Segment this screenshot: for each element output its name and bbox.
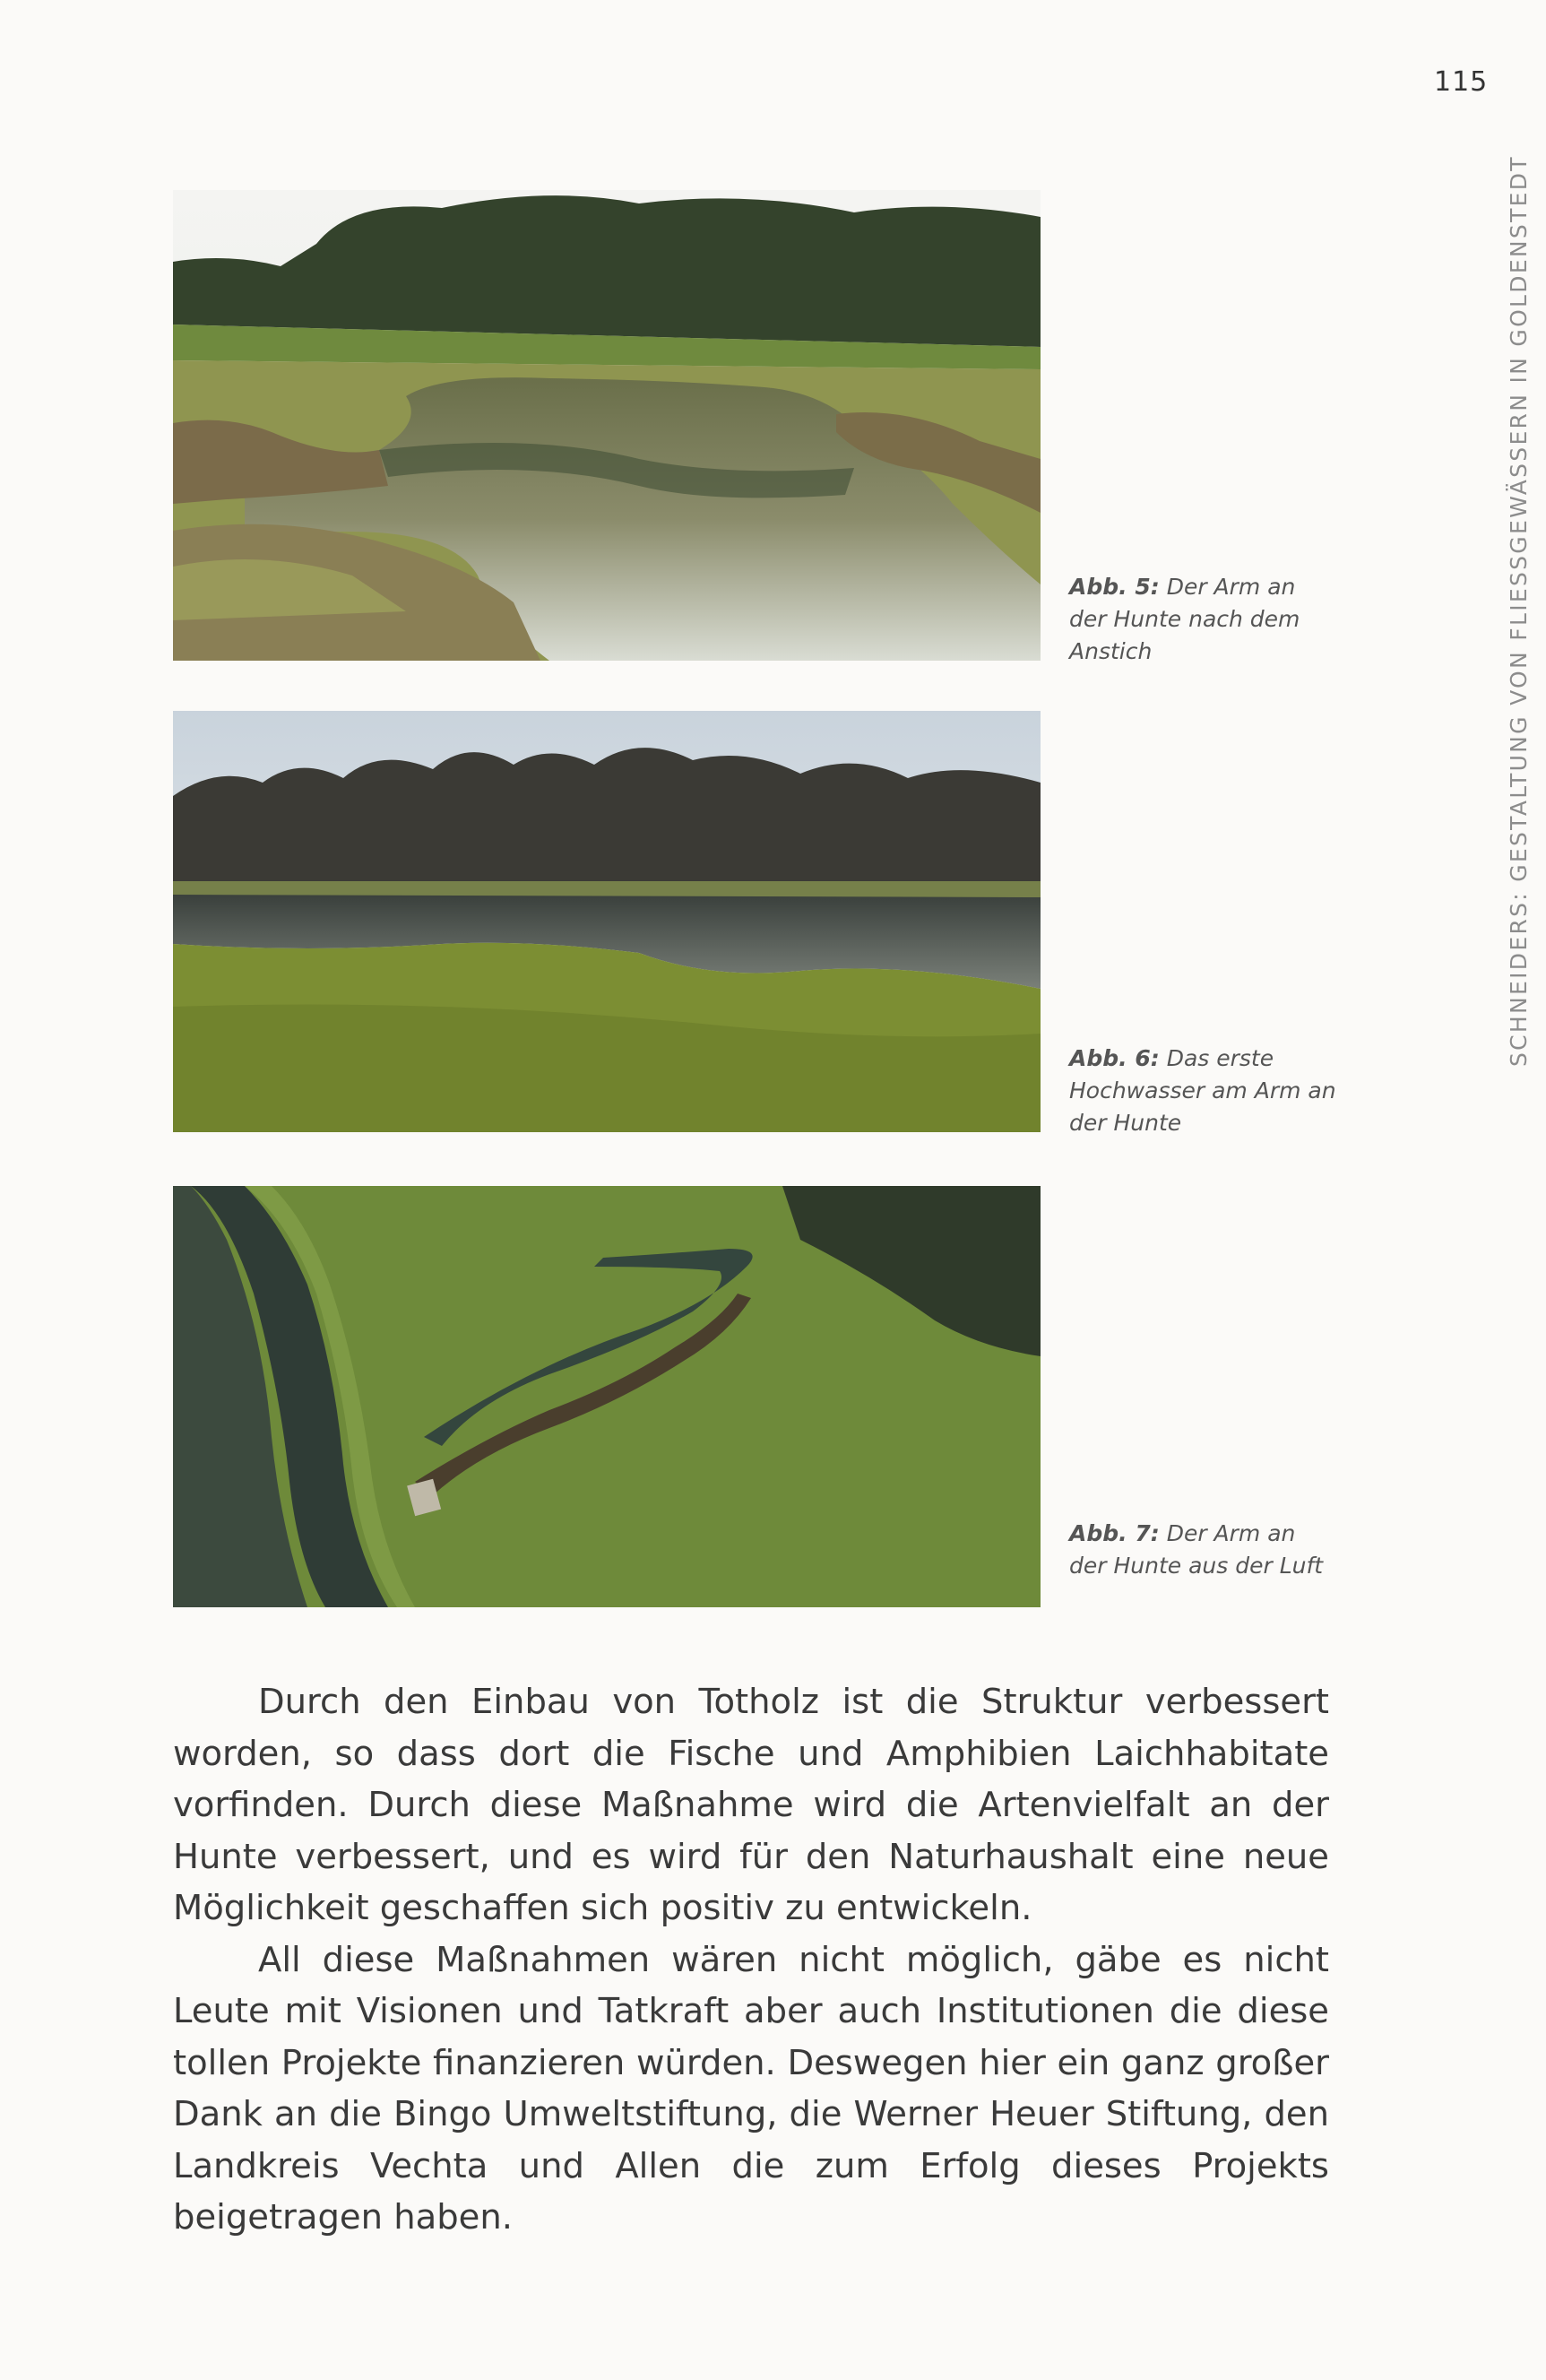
figure-5-label: Abb. 5: bbox=[1069, 574, 1160, 600]
figure-5-caption-text: Der Arm an der Hunte nach dem Anstich bbox=[1069, 574, 1300, 664]
aerial-photo-image bbox=[173, 1186, 1041, 1607]
figure-7-label: Abb. 7: bbox=[1069, 1520, 1160, 1546]
figure-5-photo bbox=[173, 190, 1041, 661]
figure-7-caption-text: Der Arm an der Hunte aus der Luft bbox=[1069, 1520, 1324, 1579]
body-text bbox=[173, 1676, 1329, 2244]
pond-photo-image bbox=[173, 190, 1041, 661]
figure-6-label: Abb. 6: bbox=[1069, 1045, 1160, 1071]
running-head: SCHNEIDERS: GESTALTUNG VON FLIESSGEWÄSSERN IN GOLDENSTEDT bbox=[1506, 155, 1532, 1067]
page-number: 115 bbox=[1434, 66, 1489, 98]
figure-6-photo bbox=[173, 711, 1041, 1132]
body-paragraph: Durch den Einbau von Totholz ist die Struktur verbessert worden, so dass dort die Fische und Amphibien Laichhabitate vorfinden. Durch diese Maßnahme wird die Artenvielfalt an der Hunte verbessert, und es wird für den Naturhaushalt eine neue Möglichkeit geschaffen sich positiv zu entwickeln. bbox=[173, 1682, 1329, 1928]
figure-6-caption-text: Das erste Hochwasser am Arm an der Hunte bbox=[1069, 1045, 1336, 1136]
figure-7-photo bbox=[173, 1186, 1041, 1607]
flood-photo-image bbox=[173, 711, 1041, 1132]
figure-5-caption bbox=[1069, 571, 1338, 668]
figure-6-caption bbox=[1069, 1043, 1338, 1139]
figure-7-caption bbox=[1069, 1518, 1338, 1582]
body-paragraph: All diese Maßnahmen wären nicht möglich, gäbe es nicht Leute mit Visionen und Tatkraft aber auch Institutionen die diese tollen Projekte finanzieren würden. Deswegen hier ein ganz großer Dank an die Bingo Umweltstiftung, die Werner Heuer Stiftung, den Landkreis Vechta und Allen die zum Erfolg dieses Projekts beigetragen haben. bbox=[173, 1939, 1329, 2237]
